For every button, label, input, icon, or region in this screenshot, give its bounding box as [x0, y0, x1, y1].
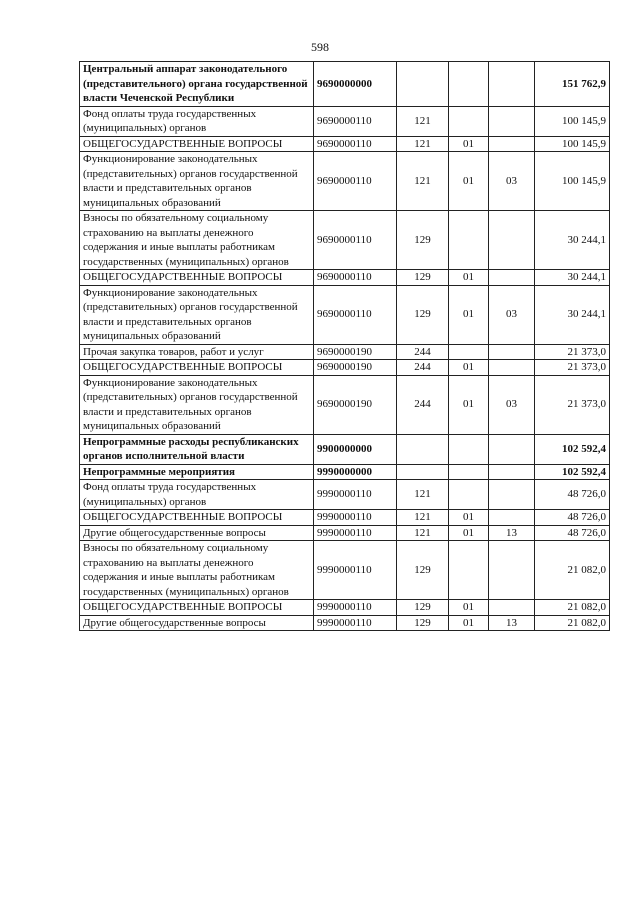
row-expense-type: 129 — [397, 211, 449, 270]
table-row — [80, 106, 610, 136]
row-target-code: 9990000110 — [314, 480, 397, 510]
row-expense-type: 121 — [397, 152, 449, 211]
row-subsection: 13 — [489, 615, 535, 631]
row-name: Непрограммные расходы республиканских органов исполнительной власти — [80, 434, 314, 464]
row-section — [449, 541, 489, 600]
row-expense-type: 244 — [397, 375, 449, 434]
row-section: 01 — [449, 360, 489, 376]
table-row — [80, 464, 610, 480]
row-name: ОБЩЕГОСУДАРСТВЕННЫЕ ВОПРОСЫ — [80, 270, 314, 286]
row-amount: 30 244,1 — [535, 270, 610, 286]
row-section — [449, 464, 489, 480]
row-target-code: 9690000110 — [314, 270, 397, 286]
row-amount: 21 082,0 — [535, 600, 610, 616]
row-section — [449, 344, 489, 360]
table-row — [80, 62, 610, 107]
row-amount: 21 082,0 — [535, 615, 610, 631]
row-section: 01 — [449, 152, 489, 211]
row-amount: 21 373,0 — [535, 375, 610, 434]
row-target-code: 9690000190 — [314, 375, 397, 434]
row-name: Другие общегосударственные вопросы — [80, 615, 314, 631]
row-subsection: 03 — [489, 152, 535, 211]
row-section: 01 — [449, 600, 489, 616]
row-name: Центральный аппарат законодательного (представительного) органа государственной власти Чеченской Республики — [80, 62, 314, 107]
row-expense-type: 244 — [397, 360, 449, 376]
row-subsection: 03 — [489, 285, 535, 344]
page-number: 598 — [311, 40, 329, 54]
row-subsection — [489, 360, 535, 376]
row-target-code: 9690000190 — [314, 344, 397, 360]
budget-table — [79, 61, 610, 631]
row-name: Прочая закупка товаров, работ и услуг — [80, 344, 314, 360]
table-row — [80, 211, 610, 270]
row-amount: 100 145,9 — [535, 136, 610, 152]
row-section — [449, 434, 489, 464]
row-subsection: 13 — [489, 525, 535, 541]
row-amount: 21 082,0 — [535, 541, 610, 600]
row-expense-type: 129 — [397, 285, 449, 344]
table-row — [80, 480, 610, 510]
table-row — [80, 152, 610, 211]
row-target-code: 9690000110 — [314, 285, 397, 344]
row-target-code: 9690000110 — [314, 211, 397, 270]
budget-table-body — [80, 62, 610, 631]
row-section: 01 — [449, 136, 489, 152]
row-subsection — [489, 464, 535, 480]
row-name: Функционирование законодательных (представительных) органов государственной власти и представительных органов муниципальных образований — [80, 375, 314, 434]
row-target-code: 9990000110 — [314, 510, 397, 526]
row-expense-type: 129 — [397, 600, 449, 616]
row-target-code: 9690000000 — [314, 62, 397, 107]
row-section — [449, 211, 489, 270]
row-amount: 30 244,1 — [535, 211, 610, 270]
row-expense-type: 121 — [397, 525, 449, 541]
row-amount: 30 244,1 — [535, 285, 610, 344]
row-subsection — [489, 106, 535, 136]
row-amount: 100 145,9 — [535, 106, 610, 136]
row-amount: 48 726,0 — [535, 510, 610, 526]
row-name: ОБЩЕГОСУДАРСТВЕННЫЕ ВОПРОСЫ — [80, 360, 314, 376]
row-target-code: 9690000110 — [314, 136, 397, 152]
row-section: 01 — [449, 285, 489, 344]
row-amount: 102 592,4 — [535, 434, 610, 464]
row-expense-type: 129 — [397, 270, 449, 286]
row-name: ОБЩЕГОСУДАРСТВЕННЫЕ ВОПРОСЫ — [80, 510, 314, 526]
row-section: 01 — [449, 525, 489, 541]
table-row — [80, 510, 610, 526]
row-subsection — [489, 211, 535, 270]
row-name: ОБЩЕГОСУДАРСТВЕННЫЕ ВОПРОСЫ — [80, 600, 314, 616]
row-expense-type: 129 — [397, 541, 449, 600]
row-section — [449, 480, 489, 510]
row-subsection — [489, 541, 535, 600]
row-expense-type: 121 — [397, 510, 449, 526]
table-row — [80, 136, 610, 152]
row-expense-type: 121 — [397, 480, 449, 510]
table-row — [80, 360, 610, 376]
row-section — [449, 106, 489, 136]
row-section: 01 — [449, 375, 489, 434]
row-subsection — [489, 480, 535, 510]
row-subsection: 03 — [489, 375, 535, 434]
row-name: ОБЩЕГОСУДАРСТВЕННЫЕ ВОПРОСЫ — [80, 136, 314, 152]
table-row — [80, 270, 610, 286]
row-name: Непрограммные мероприятия — [80, 464, 314, 480]
row-amount: 48 726,0 — [535, 480, 610, 510]
table-row — [80, 344, 610, 360]
row-subsection — [489, 510, 535, 526]
row-expense-type — [397, 434, 449, 464]
row-name: Фонд оплаты труда государственных (муниципальных) органов — [80, 480, 314, 510]
row-name: Взносы по обязательному социальному страхованию на выплаты денежного содержания и иные выплаты работникам государственных (муниципальных) органов — [80, 541, 314, 600]
row-subsection — [489, 600, 535, 616]
row-name: Взносы по обязательному социальному страхованию на выплаты денежного содержания и иные выплаты работникам государственных (муниципальных) органов — [80, 211, 314, 270]
row-section — [449, 62, 489, 107]
row-name: Функционирование законодательных (представительных) органов государственной власти и представительных органов муниципальных образований — [80, 152, 314, 211]
row-subsection — [489, 344, 535, 360]
table-row — [80, 375, 610, 434]
row-amount: 100 145,9 — [535, 152, 610, 211]
row-expense-type — [397, 62, 449, 107]
row-name: Функционирование законодательных (представительных) органов государственной власти и представительных органов муниципальных образований — [80, 285, 314, 344]
row-subsection — [489, 136, 535, 152]
row-target-code: 9690000110 — [314, 106, 397, 136]
row-expense-type — [397, 464, 449, 480]
row-section: 01 — [449, 510, 489, 526]
row-target-code: 9690000110 — [314, 152, 397, 211]
table-row — [80, 600, 610, 616]
row-target-code: 9990000110 — [314, 525, 397, 541]
row-amount: 21 373,0 — [535, 344, 610, 360]
row-amount: 21 373,0 — [535, 360, 610, 376]
row-target-code: 9990000000 — [314, 464, 397, 480]
row-target-code: 9990000110 — [314, 615, 397, 631]
table-row — [80, 541, 610, 600]
row-expense-type: 121 — [397, 136, 449, 152]
table-row — [80, 434, 610, 464]
table-row — [80, 285, 610, 344]
row-amount: 151 762,9 — [535, 62, 610, 107]
row-section: 01 — [449, 615, 489, 631]
row-target-code: 9690000190 — [314, 360, 397, 376]
row-target-code: 9900000000 — [314, 434, 397, 464]
row-subsection — [489, 270, 535, 286]
row-amount: 102 592,4 — [535, 464, 610, 480]
row-target-code: 9990000110 — [314, 541, 397, 600]
row-expense-type: 244 — [397, 344, 449, 360]
table-row — [80, 525, 610, 541]
row-subsection — [489, 62, 535, 107]
row-amount: 48 726,0 — [535, 525, 610, 541]
row-expense-type: 121 — [397, 106, 449, 136]
row-subsection — [489, 434, 535, 464]
row-name: Другие общегосударственные вопросы — [80, 525, 314, 541]
row-name: Фонд оплаты труда государственных (муниципальных) органов — [80, 106, 314, 136]
row-expense-type: 129 — [397, 615, 449, 631]
table-row — [80, 615, 610, 631]
row-section: 01 — [449, 270, 489, 286]
row-target-code: 9990000110 — [314, 600, 397, 616]
